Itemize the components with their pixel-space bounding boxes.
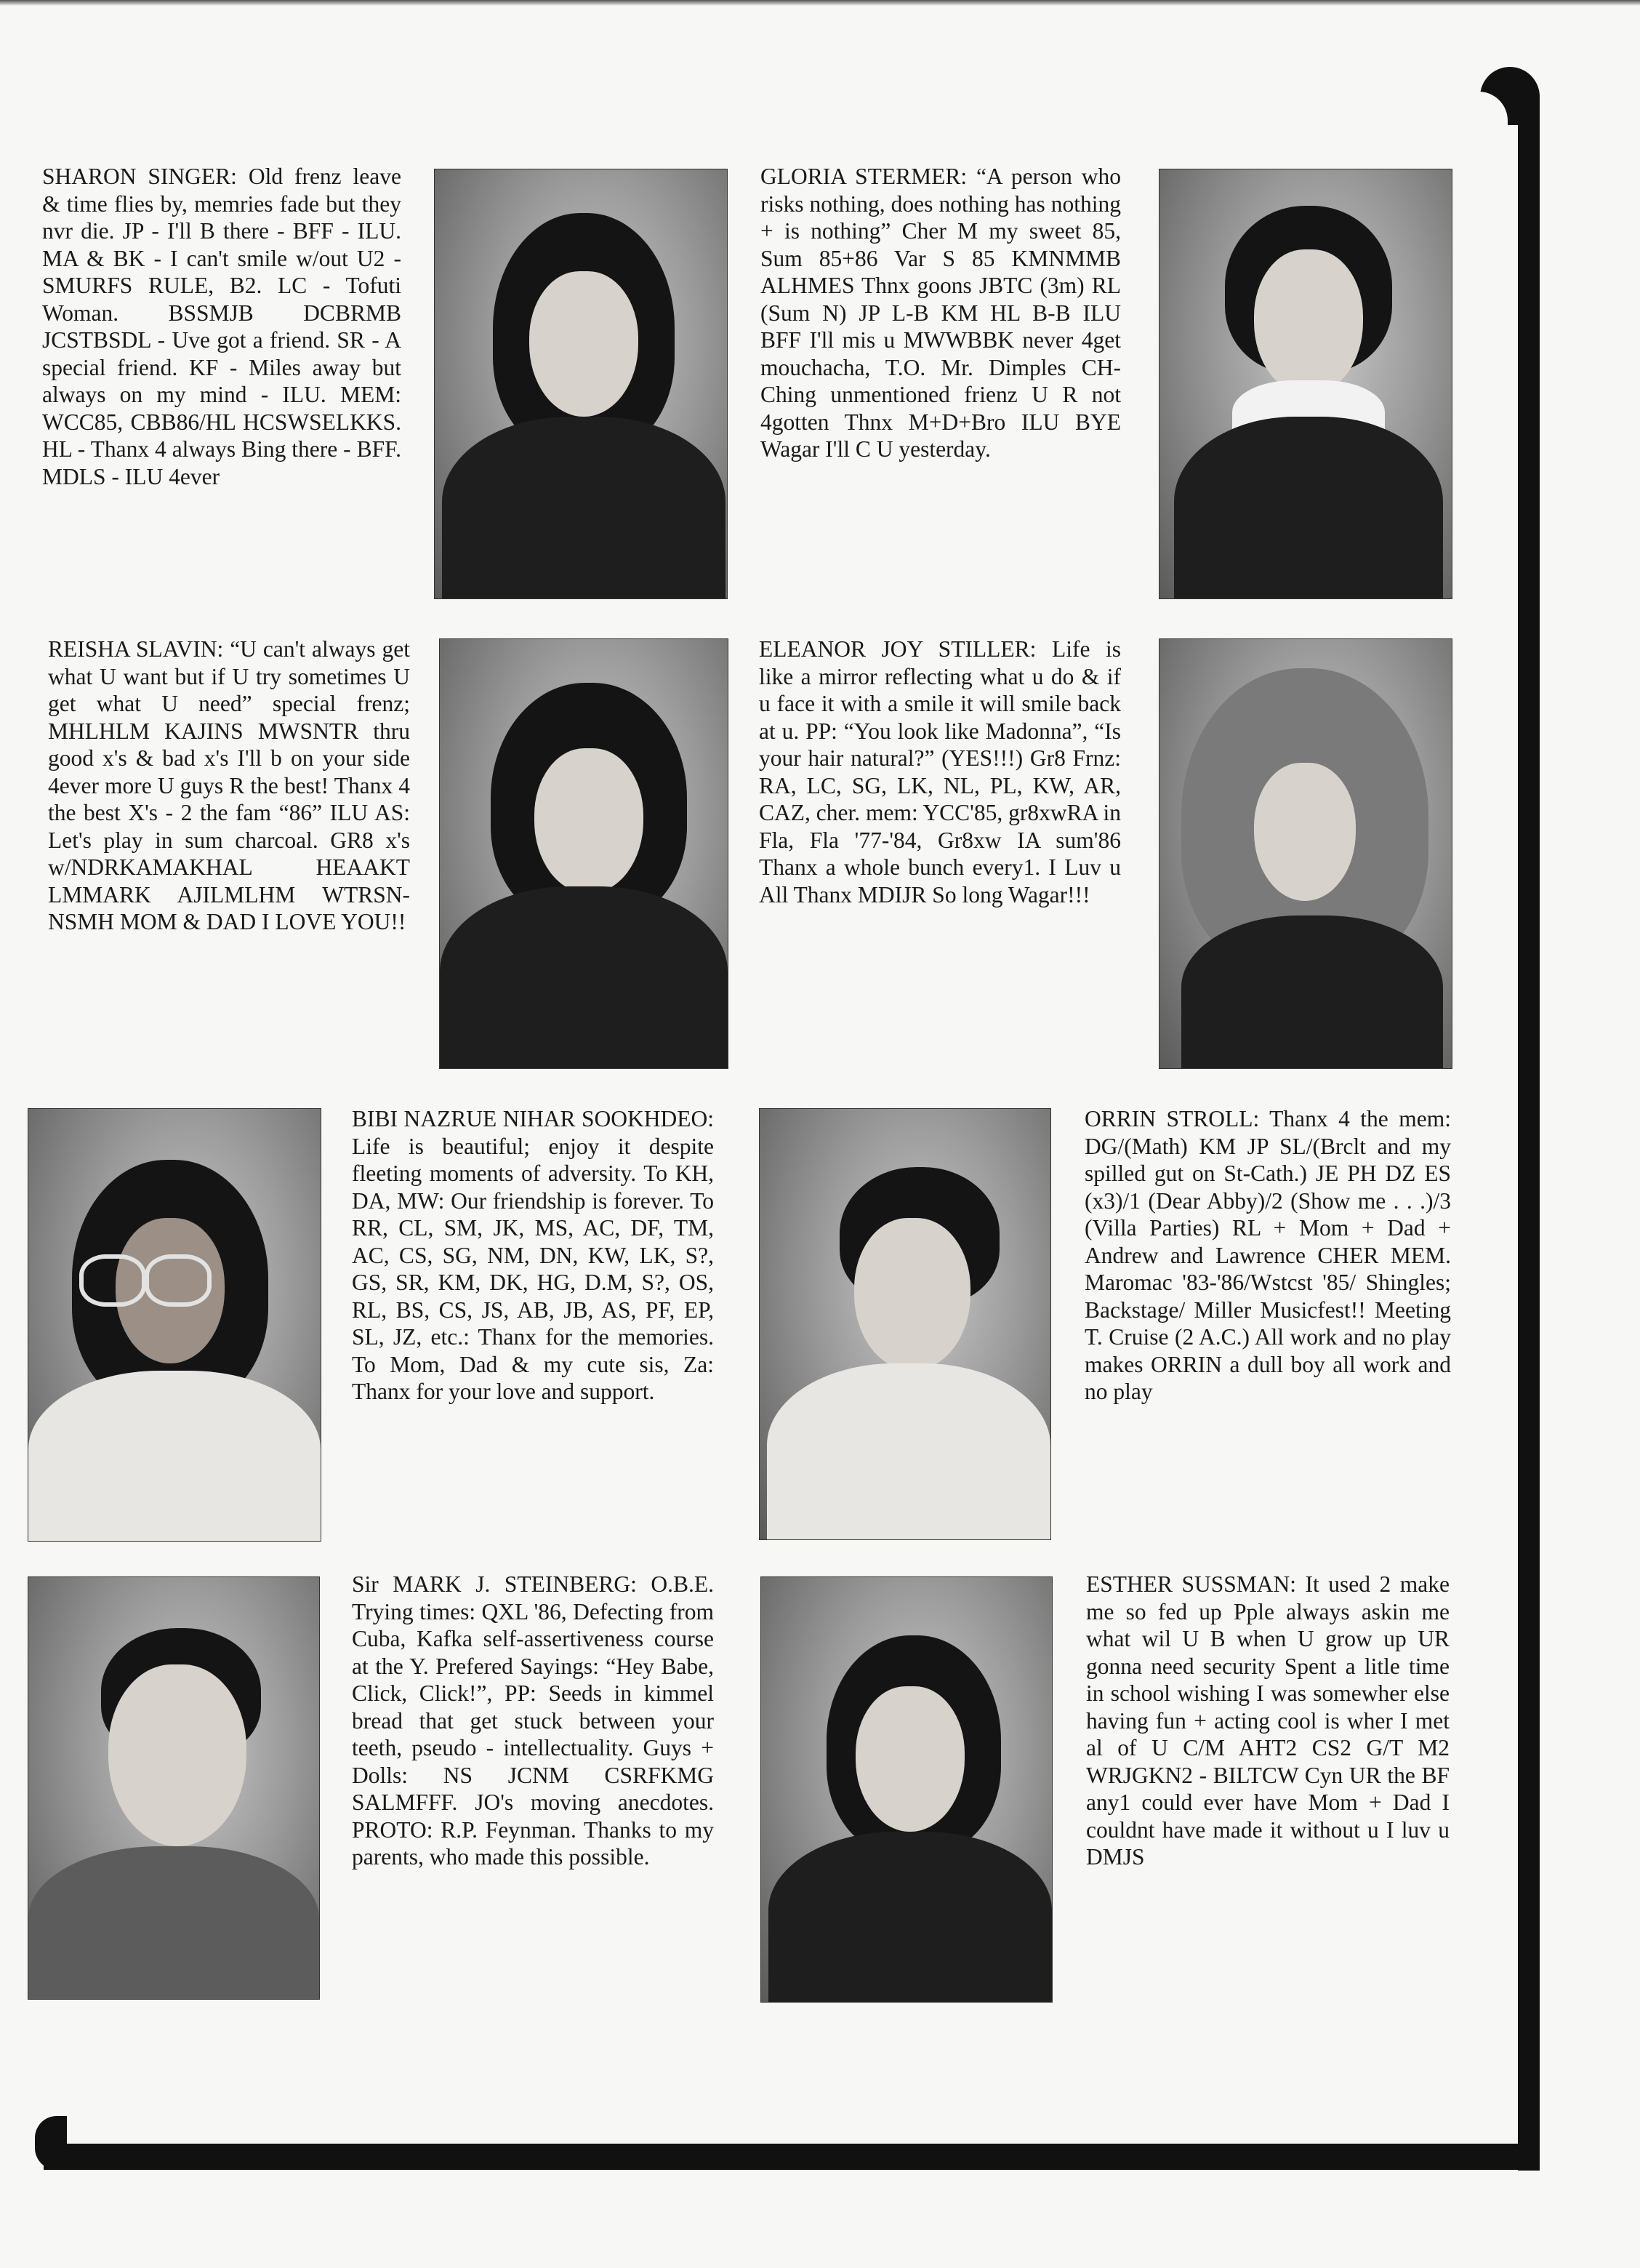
bio-esther-sussman: ESTHER SUSSMAN: It used 2 make me so fed up Pple always askin me what wil U B when U grow up UR gonna need security Spent a litle time in school wishing I was somewher else having fun + acting cool is wher I met al of U C/M AHT2 CS2 G/T M2 WRJGKN2 - BILTCW Cyn UR the BF any1 could ever have Mom + Dad I couldnt have made it without u I luv u DMJS [1086, 1571, 1450, 1870]
bio-gloria-stermer: GLORIA STERMER: “A person who risks nothing, does nothing has nothing + is nothing” Cher M my sweet 85, Sum 85+86 Var S 85 KMNMMB ALHMES Thnx goons JBTC (3m) RL (Sum N) JP L-B KM HL B-B ILU BFF I'll mis u MWWBBK never 4get mouchacha, T.O. Mr. Dimples CH-Ching unmentioned frienz U R not 4gotten Thnx M+D+Bro ILU BYE Wagar I'll C U yesterday. [760, 164, 1121, 462]
portrait-photo-reisha-slavin [439, 638, 728, 1069]
bio-mark-steinberg: Sir MARK J. STEINBERG: O.B.E. Trying times: QXL '86, Defecting from Cuba, Kafka self-assertiveness course at the Y. Prefered Sayings: “Hey Babe, Click, Click!”, PP: Seeds in kimmel bread that get stuck between your teeth, pseudo - intellectuality. Guys + Dolls: NS JCNM CSRFKMG SALMFFF. JO's moving anecdotes. PROTO: R.P. Feynman. Thanks to my parents, who made this possible. [352, 1571, 714, 1870]
bio-orrin-stroll: ORRIN STROLL: Thanx 4 the mem: DG/(Math) KM JP SL/(Brclt and my spilled gut on St-Cath.) JE PH DZ ES (x3)/1 (Dear Abby)/2 (Show me . . .)/3 (Villa Parties) RL + Mom + Dad + Andrew and Lawrence CHER MEM. Maromac '83-'86/Wstcst '85/ Shingles; Backstage/ Miller Musicfest!! Meeting T. Cruise (2 A.C.) All work and no play makes ORRIN a dull boy all work and no play [1085, 1106, 1451, 1404]
portrait-photo-bibi-sookhdeo [28, 1108, 321, 1542]
frame-bottom-hook [35, 2116, 67, 2170]
portrait-photo-eleanor-joy-stiller [1159, 638, 1452, 1069]
bio-eleanor-joy-stiller: ELEANOR JOY STILLER: Life is like a mirror reflecting what u do & if u face it with a smile it will smile back at u. PP: “You look like Madonna”, “Is your hair natural?” (YES!!!) Gr8 Frnz: RA, LC, SG, LK, NL, PL, KW, AR, CAZ, cher. mem: YCC'85, gr8xwRA in Fla, Fla '77-'84, Gr8xw IA sum'86 Thanx a whole bunch every1. I Luv u All Thanx MDIJR So long Wagar!!! [759, 636, 1121, 907]
bio-bibi-sookhdeo: BIBI NAZRUE NIHAR SOOKHDEO: Life is beautiful; enjoy it despite fleeting moments of adversity. To KH, DA, MW: Our friendship is forever. To RR, CL, SM, JK, MS, AC, DF, TM, AC, CS, SG, NM, DN, KW, LK, S?, GS, SR, KM, DK, HG, D.M, S?, OS, RL, BS, CS, JS, AB, JB, AS, PF, EP, SL, JZ, etc.: Thanx for the memories. To Mom, Dad & my cute sis, Za: Thanx for your love and support. [352, 1106, 714, 1404]
bio-sharon-singer: SHARON SINGER: Old frenz leave & time flies by, memries fade but they nvr die. JP - I'll B there - BFF - ILU. MA & BK - I can't smile w/out U2 - SMURFS RULE, B2. LC - Tofuti Woman. BSSMJB DCBRMB JCSTBSDL - Uve got a friend. SR - A special friend. KF - Miles away but always on my mind - ILU. MEM: WCC85, CBB86/HL HCSWSELKKS. HL - Thanx 4 always Bing there - BFF. MDLS - ILU 4ever [42, 164, 401, 489]
scan-edge [0, 0, 1640, 6]
portrait-photo-gloria-stermer [1159, 169, 1452, 599]
frame-right-bar [1518, 102, 1540, 2171]
portrait-photo-sharon-singer [434, 169, 728, 599]
bio-reisha-slavin: REISHA SLAVIN: “U can't always get what U want but if U try sometimes U get what U need” special frenz; MHLHLM KAJINS MWSNTR thru good x's & bad x's I'll b on your side 4ever more U guys R the best! Thanx 4 the best X's - 2 the fam “86” ILU AS: Let's play in sum charcoal. GR8 x's w/NDRKAMAKHAL HEAAKT LMMARK AJILMLHM WTRSN-NSMH MOM & DAD I LOVE YOU!! [48, 636, 410, 934]
frame-bottom-bar [44, 2144, 1540, 2170]
portrait-photo-mark-steinberg [28, 1576, 320, 2000]
portrait-photo-esther-sussman [760, 1576, 1053, 2003]
portrait-photo-orrin-stroll [759, 1108, 1051, 1540]
